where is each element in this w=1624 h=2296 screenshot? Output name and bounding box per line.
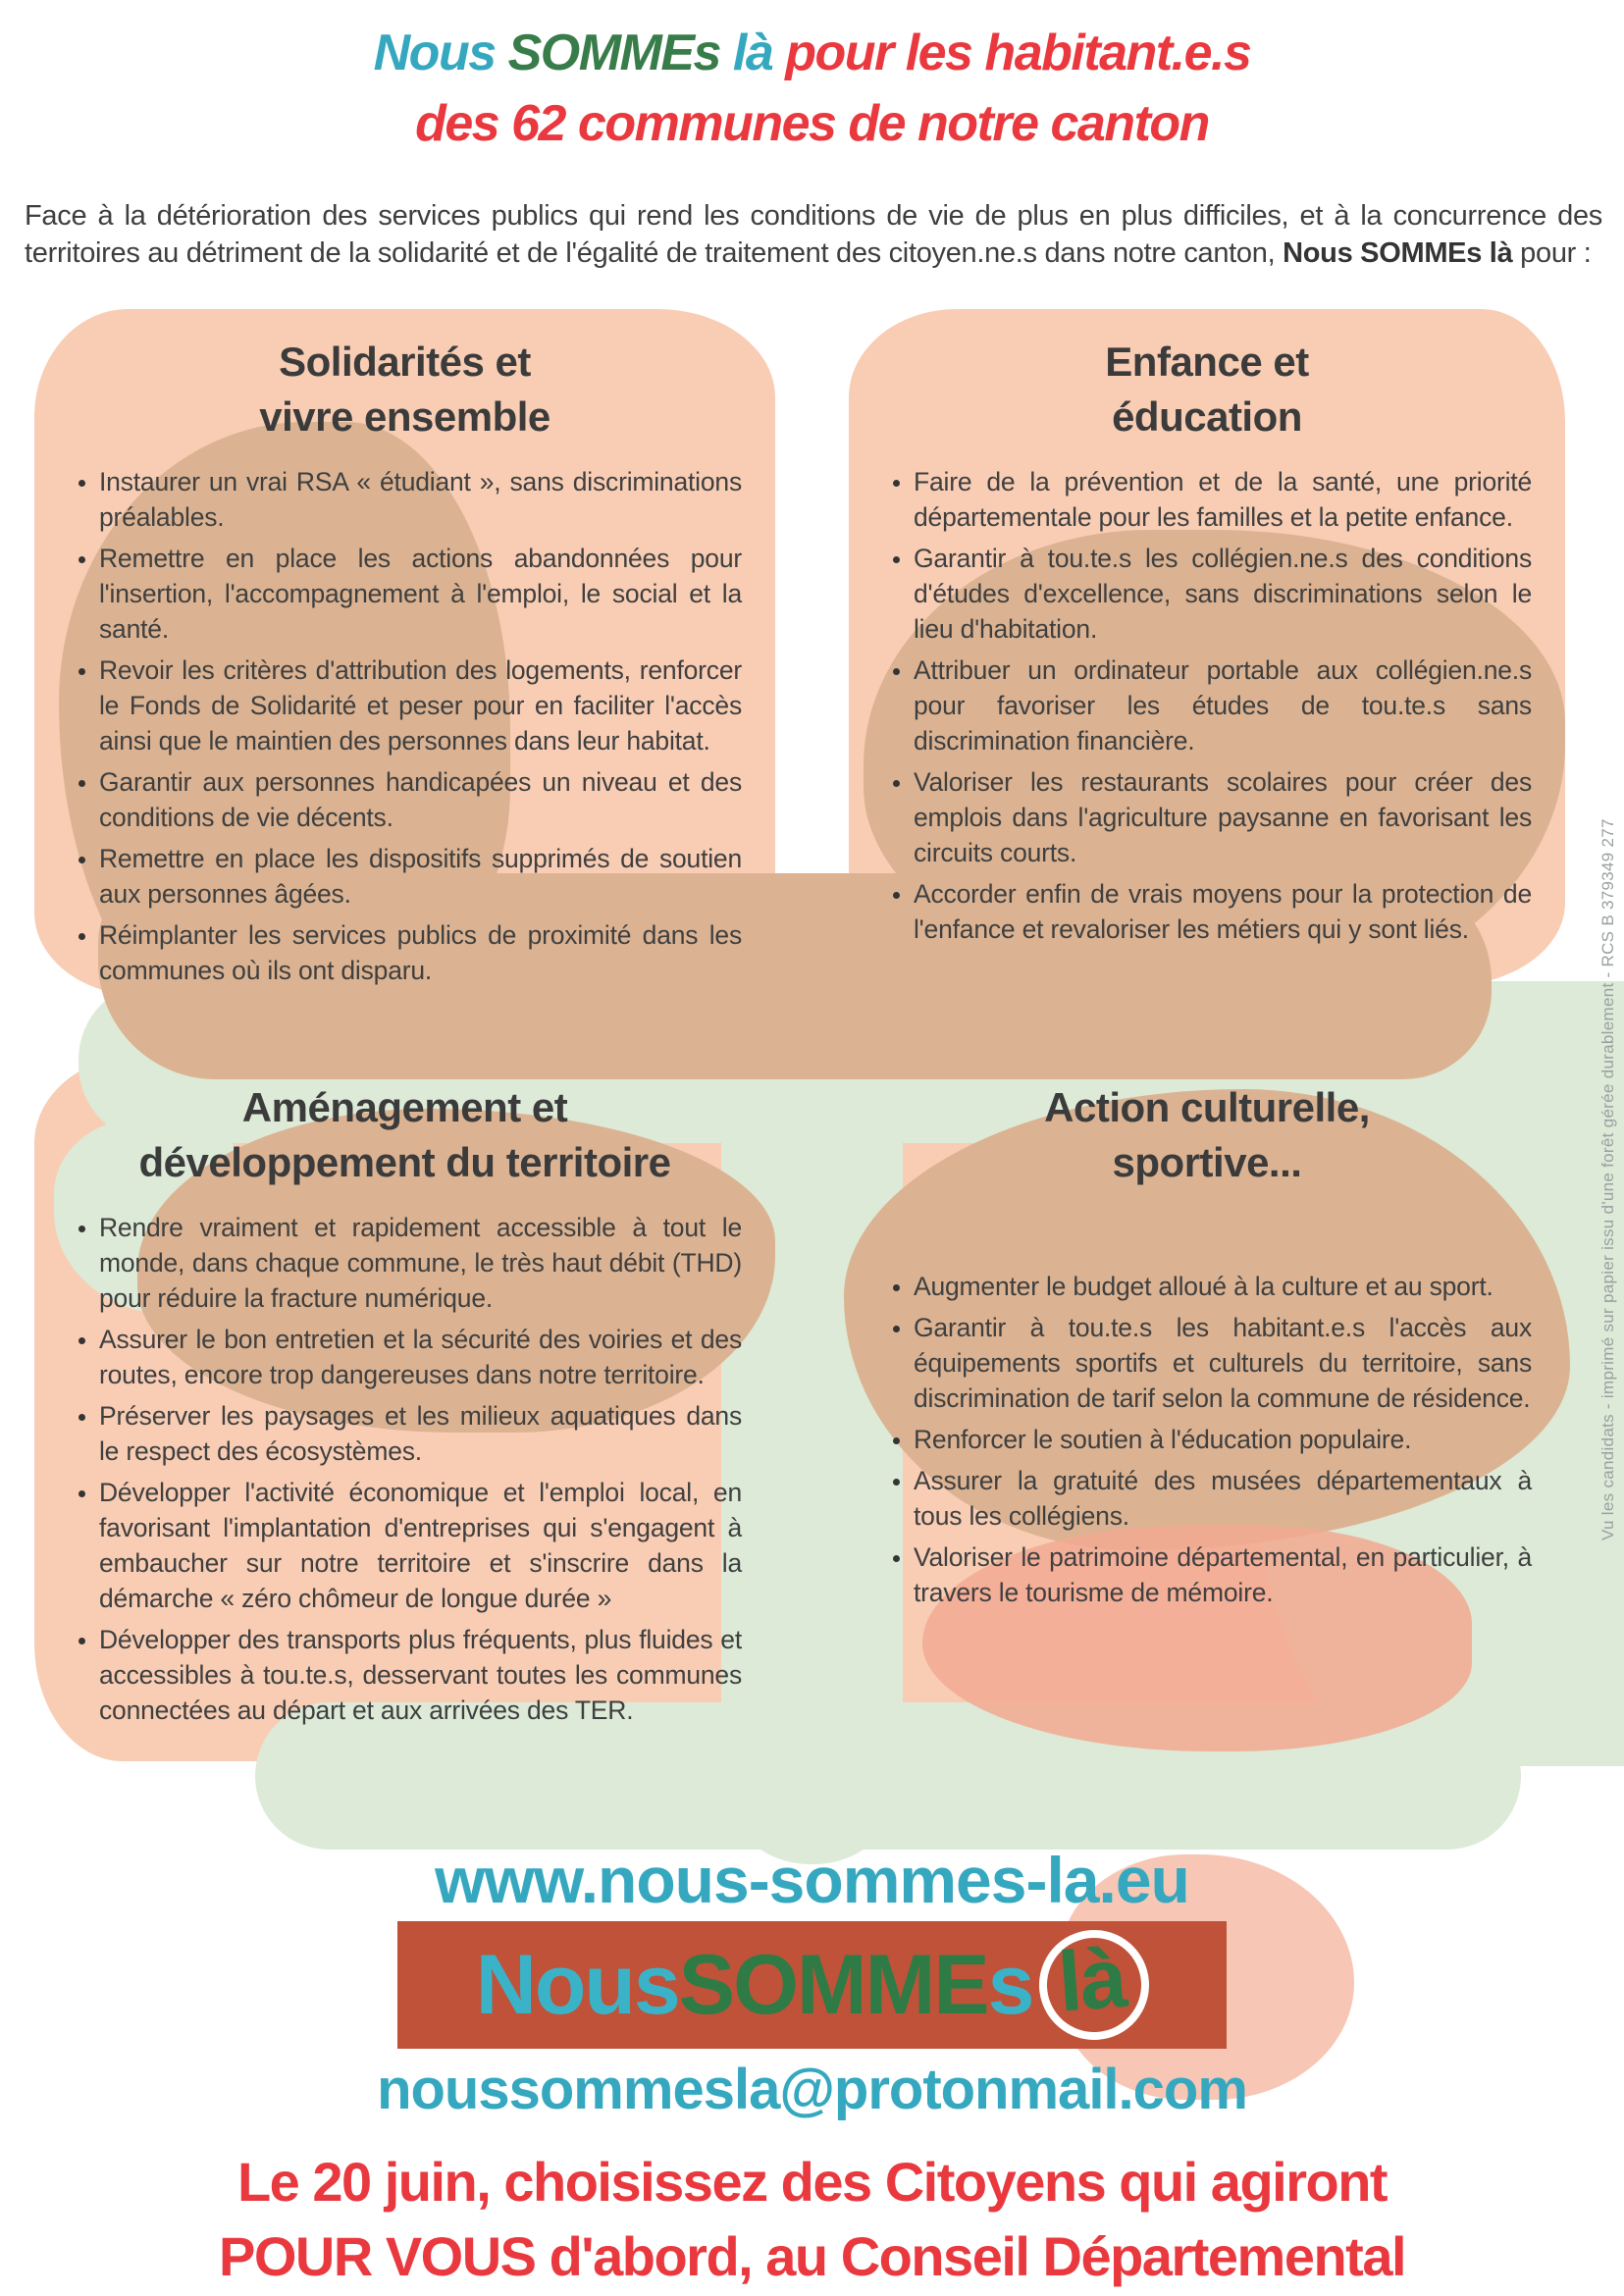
email-link[interactable]: noussommesla@protonmail.com bbox=[377, 2058, 1247, 2121]
logo-circle bbox=[1035, 1926, 1152, 2044]
intro-paragraph bbox=[25, 197, 1602, 272]
bullet-item: • Instaurer un vrai RSA « étudiant », sans discriminations préalables. bbox=[99, 464, 742, 535]
bullet-item: • Assurer le bon entretien et la sécurité des voiries et des routes, encore trop dangereuses dans notre territoire. bbox=[99, 1322, 742, 1392]
website-link[interactable]: www.nous-sommes-la.eu bbox=[435, 1844, 1189, 1916]
bullet-item: • Préserver les paysages et les milieux aquatiques dans le respect des écosystèmes. bbox=[99, 1398, 742, 1469]
box-amenagement-title bbox=[34, 1055, 775, 1196]
box-solidarites-title bbox=[34, 309, 775, 450]
title-la: là bbox=[719, 25, 786, 81]
bullet-item: • Renforcer le soutien à l'éducation populaire. bbox=[914, 1422, 1532, 1457]
bullet-item: • Attribuer un ordinateur portable aux collégien.ne.s pour favoriser les études de tou.te.s sans discrimination financière. bbox=[914, 652, 1532, 758]
cta-line-2: POUR VOUS d'abord, au Conseil Départemental bbox=[218, 2225, 1406, 2287]
print-legal-note: Vu les candidats - imprimé sur papier issu d'une forêt gérée durablement - RCS B 379349 277 bbox=[1598, 818, 1617, 1540]
box-action-culturelle bbox=[849, 1055, 1565, 1616]
bullet-item: • Développer l'activité économique et l'emploi local, en favorisant l'implantation d'entreprises qui s'engagent à embaucher sur notre territoire et s'inscrire dans la démarche « zéro chômeur de longue durée » bbox=[99, 1475, 742, 1616]
bullet-item: • Garantir aux personnes handicapées un niveau et des conditions de vie décents. bbox=[99, 764, 742, 835]
bullet-item: • Garantir à tou.te.s les collégien.ne.s des conditions d'études d'excellence, sans discriminations selon le lieu d'habitation. bbox=[914, 541, 1532, 647]
bullet-item: • Valoriser le patrimoine départemental, en particulier, à travers le tourisme de mémoire. bbox=[914, 1539, 1532, 1610]
bullet-item: • Revoir les critères d'attribution des logements, renforcer le Fonds de Solidarité et peser pour en faciliter l'accès ainsi que le maintien des personnes dans leur habitat. bbox=[99, 652, 742, 758]
bullet-item: • Faire de la prévention et de la santé, une priorité départementale pour les familles et la petite enfance. bbox=[914, 464, 1532, 535]
title-sommes: SOMMEs bbox=[507, 25, 720, 81]
box-title-line: Aménagement et bbox=[241, 1084, 568, 1130]
box-enfance bbox=[849, 309, 1565, 953]
bullet-item: • Développer des transports plus fréquents, plus fluides et accessibles à tou.te.s, desservant toutes les communes connectées au départ et aux arrivées des TER. bbox=[99, 1622, 742, 1728]
bullet-item: • Valoriser les restaurants scolaires pour créer des emplois dans l'agriculture paysanne en favorisant les circuits courts. bbox=[914, 764, 1532, 870]
bullet-item: • Assurer la gratuité des musées départementaux à tous les collégiens. bbox=[914, 1463, 1532, 1534]
box-action-title bbox=[849, 1055, 1565, 1196]
logo-somme: SOMME bbox=[678, 1937, 988, 2032]
logo-nous: Nous bbox=[475, 1937, 679, 2032]
bullet-item: • Garantir à tou.te.s les habitant.e.s l'accès aux équipements sportifs et culturels du territoire, sans discrimination de tarif selon la commune de résidence. bbox=[914, 1310, 1532, 1416]
box-enfance-title bbox=[849, 309, 1565, 450]
intro-text-2: pour : bbox=[1512, 237, 1592, 269]
bullet-item: • Rendre vraiment et rapidement accessible à tout le monde, dans chaque commune, le très haut débit (THD) pour réduire la fracture numérique. bbox=[99, 1210, 742, 1316]
box-amenagement bbox=[34, 1055, 775, 1734]
bullet-item: • Accorder enfin de vrais moyens pour la protection de l'enfance et revaloriser les métiers qui y sont liés. bbox=[914, 876, 1532, 947]
box-solidarites bbox=[34, 309, 775, 994]
logo-s: s bbox=[987, 1937, 1033, 2032]
intro-text-1: Face à la détérioration des services publics qui rend les conditions de vie de plus en plus difficiles, et à la concurrence des territoires au détriment de la solidarité et de l'égalité de traitement des citoyen.ne.s dans notre canton, bbox=[25, 200, 1602, 269]
logo-banner bbox=[397, 1921, 1227, 2049]
box-enfance-list bbox=[849, 464, 1565, 947]
box-title-line: vivre ensemble bbox=[259, 393, 550, 440]
call-to-action bbox=[0, 2145, 1624, 2294]
box-title-line: sportive... bbox=[1112, 1139, 1302, 1185]
box-title-line: Solidarités et bbox=[279, 339, 531, 385]
box-title-line: éducation bbox=[1112, 393, 1302, 440]
bullet-item: • Augmenter le budget alloué à la culture et au sport. bbox=[914, 1269, 1532, 1304]
title-line-2: des 62 communes de notre canton bbox=[415, 95, 1209, 152]
title-nous: Nous bbox=[373, 25, 508, 81]
bullet-item: • Réimplanter les services publics de proximité dans les communes où ils ont disparu. bbox=[99, 917, 742, 988]
box-title-line: Action culturelle, bbox=[1044, 1084, 1370, 1130]
logo-la: là bbox=[1054, 1930, 1128, 2030]
box-title-line: développement du territoire bbox=[138, 1139, 671, 1185]
intro-bold: Nous SOMMEs là bbox=[1283, 237, 1513, 269]
box-title-line: Enfance et bbox=[1105, 339, 1309, 385]
title-line-1 bbox=[0, 18, 1624, 88]
box-action-list bbox=[849, 1269, 1565, 1610]
title-rest: pour les habitant.e.s bbox=[785, 25, 1251, 81]
bullet-item: • Remettre en place les actions abandonnées pour l'insertion, l'accompagnement à l'emploi, le social et la santé. bbox=[99, 541, 742, 647]
cta-line-1: Le 20 juin, choisissez des Citoyens qui agiront bbox=[236, 2151, 1388, 2213]
box-solidarites-list bbox=[34, 464, 775, 988]
bullet-item: • Remettre en place les dispositifs supprimés de soutien aux personnes âgées. bbox=[99, 841, 742, 912]
box-amenagement-list bbox=[34, 1210, 775, 1728]
main-title bbox=[0, 18, 1624, 159]
